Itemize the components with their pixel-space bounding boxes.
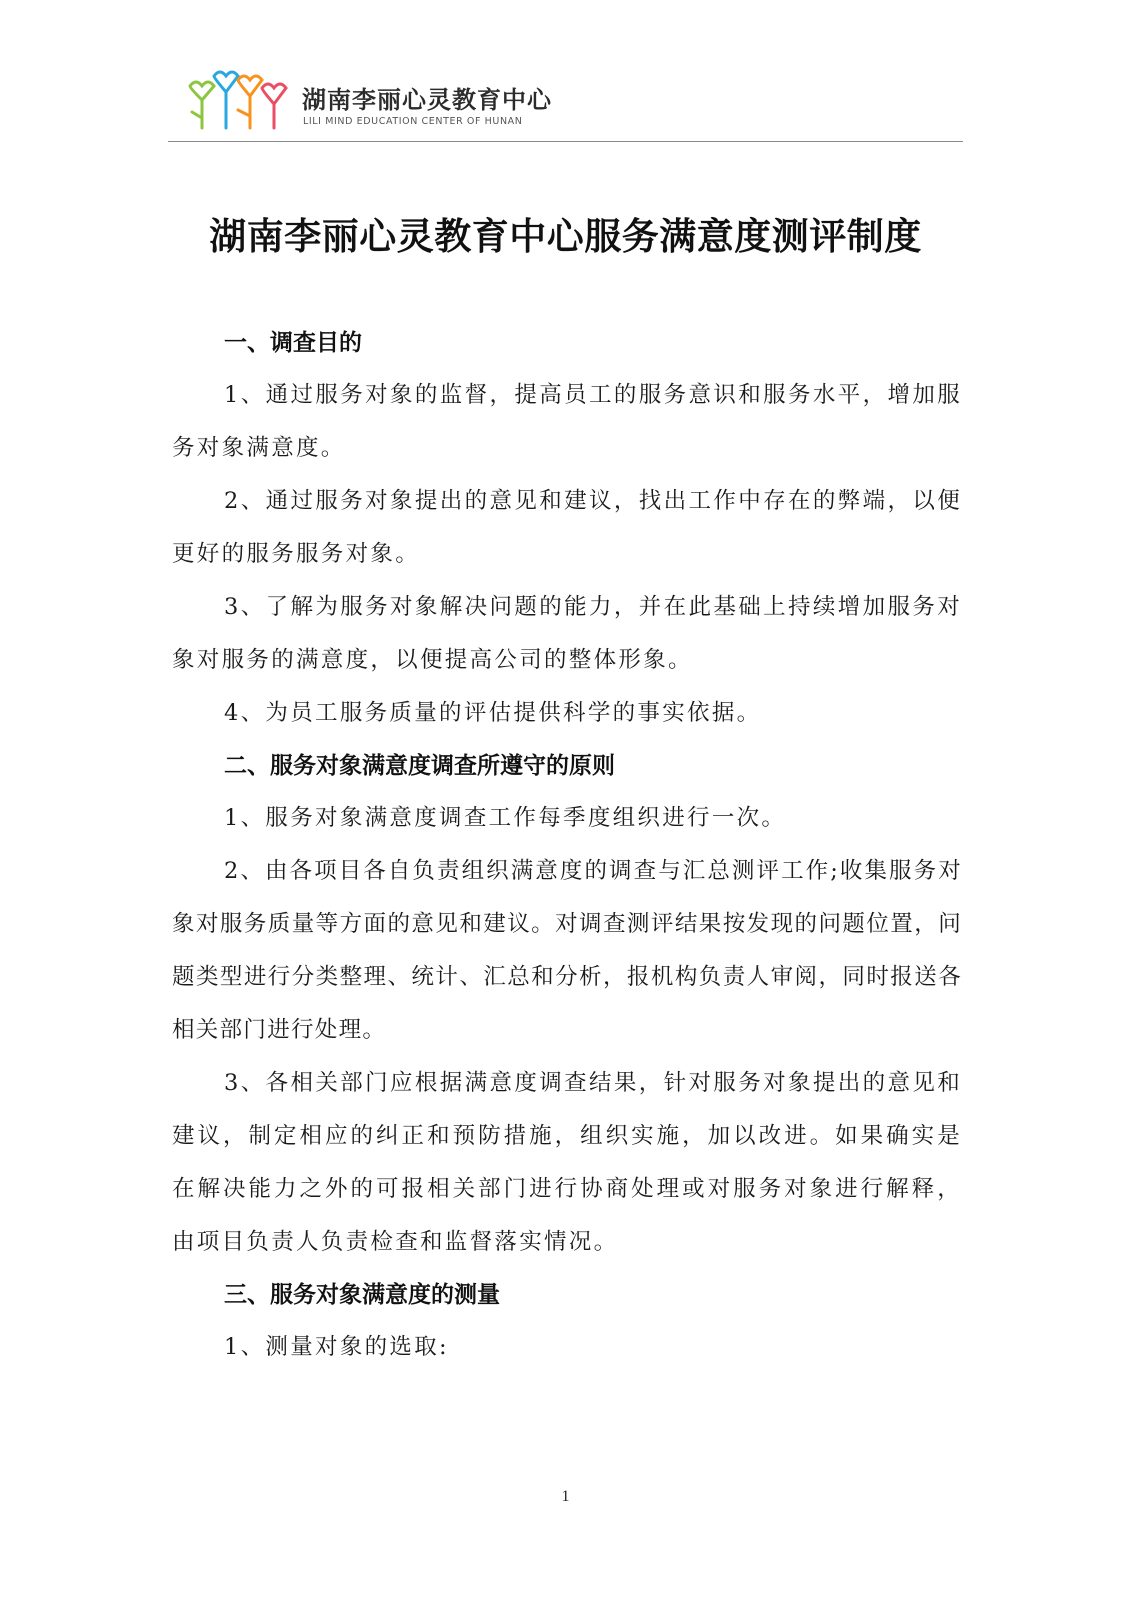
paragraph: 1、服务对象满意度调查工作每季度组织进行一次。 [224, 805, 787, 831]
header-divider [168, 141, 963, 142]
paragraph: 4、为员工服务质量的评估提供科学的事实依据。 [224, 700, 762, 726]
logo-name: 湖南李丽心灵教育中心 [302, 86, 552, 114]
document-title: 湖南李丽心灵教育中心服务满意度测评制度 [209, 214, 922, 258]
paragraph: 2、由各项目各自负责组织满意度的调查与汇总测评工作;收集服务对象对服务质量等方面的意见和建议。对调查测评结果按发现的问题位置，问题类型进行分类整理、统计、汇总和分析，报机构负责人审阅，同时报送各相关部门进行处理。 [172, 858, 962, 1043]
logo-icon [186, 66, 290, 132]
document-body [172, 317, 962, 1374]
paragraph: 1、通过服务对象的监督，提高员工的服务意识和服务水平，增加服务对象满意度。 [172, 382, 962, 461]
logo-subtitle: LILI MIND EDUCATION CENTER OF HUNAN [303, 116, 523, 127]
paragraph: 1、测量对象的选取: [224, 1334, 449, 1360]
paragraph: 3、各相关部门应根据满意度调查结果，针对服务对象提出的意见和建议，制定相应的纠正和预防措施，组织实施，加以改进。如果确实是在解决能力之外的可报相关部门进行协商处理或对服务对象进行解释，由项目负责人负责检查和监督落实情况。 [172, 1070, 962, 1255]
paragraph: 3、了解为服务对象解决问题的能力，并在此基础上持续增加服务对象对服务的满意度，以便提高公司的整体形象。 [172, 594, 962, 673]
page-number: 1 [561, 1488, 570, 1505]
section-heading: 二、服务对象满意度调查所遵守的原则 [224, 753, 615, 779]
section-heading: 三、服务对象满意度的测量 [224, 1282, 500, 1308]
paragraph: 2、通过服务对象提出的意见和建议，找出工作中存在的弊端，以便更好的服务服务对象。 [172, 488, 962, 567]
page-header [186, 66, 956, 136]
section-heading: 一、调查目的 [224, 330, 362, 356]
